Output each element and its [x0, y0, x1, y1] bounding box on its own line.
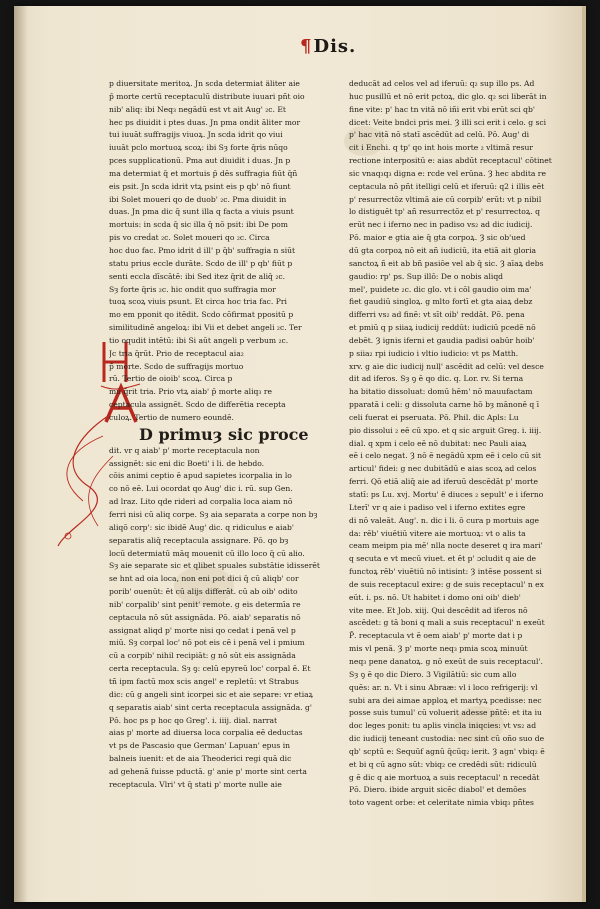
text-line: vt ps de Pascasio que German' Lapuan' epus in	[109, 741, 291, 751]
text-line: mis vl penā. Ȝ p' morte neq₃ pmia scoꝝ minuūt	[349, 644, 528, 654]
text-line: et pmiū q p siiaꝝ iudicij reddūt: iudiciū pcedē nō	[349, 323, 536, 333]
text-line: Lterī' vr q aie i padiso vel i iferno extites egre	[349, 502, 526, 512]
text-line: cōis animi ceptio ē apud sapietes icorpalia in lo	[109, 471, 292, 481]
text-line: statī: ps Lu. xvj. Mortu' ē diuces ₂ sepult' e i iferno	[349, 490, 544, 499]
text-line: deducāt ad celos vel ad iferuū: q₂ sup illo ps. Ad	[349, 79, 535, 88]
text-line: receptacula. Vlri' vt q̄ stati p' morte nulle aie	[109, 779, 282, 789]
text-line: ferri nisi cū aliq corpe. Sȝ aia separata a corpe non bȝ	[109, 510, 318, 519]
text-line: dū gta corpoꝝ nō eit añ iudiciū, ita etiā ait gloria	[349, 245, 537, 255]
text-line: separatis aliq̄ receptacula assignare. Pō. qo bȝ	[109, 535, 289, 545]
text-line: cit i Enchi. q tp' qo int hois morte ₂ vltimā resur	[349, 143, 534, 153]
text-line: ceptacula assignēt. Scdo de differētia recepta	[109, 400, 286, 410]
text-line: celi fuerat ei pseruata. Pō. Phil. dic Apls: Lu	[349, 412, 519, 422]
text-line: dit. vr q aiab' p' morte receptacula non	[109, 445, 260, 455]
text-line: dic iudicij teneant custodia: nec sint cū oño suo de	[349, 734, 545, 744]
text-line: aias p' morte ad diuersa loca corpalia eē deductas	[109, 728, 303, 738]
gutter-shadow	[14, 6, 28, 902]
chapter-incipit: D primuȝ sic proce	[139, 424, 309, 444]
text-line: ferri. Qō etiā aliq̄ aie ad iferuū descēdāt p' morte	[349, 477, 538, 487]
text-line: eūt. i. ps. nō. Ut habitet i domo oni oib' dieb'	[349, 592, 521, 602]
text-line: rū. Tertio de oioib' scoꝝ. Circa p	[109, 374, 233, 384]
text-line: debēt. Ȝ ignis iferni et gaudia padisi oabūr hoib'	[349, 335, 535, 345]
text-line: articul' fidei: g nec dubitādū e aias scoꝝ ad celos	[349, 464, 537, 474]
text-line: neq₃ pene danatoꝝ. g nō exeūt de suis receptacul'.	[349, 656, 543, 666]
text-line: p' hac vitā nō statī ascēdūt ad celū. Pō. Aug' di	[349, 130, 530, 140]
text-line: nib' aliq: ibi Neq₃ negādū est vt ait Aug' ₂c. Et	[109, 104, 286, 114]
text-line: dit ad iferos. Sȝ ꝯ ē qo dic. q. Lor. rv. Si terna	[349, 374, 524, 384]
text-line: eē i celo negat. Ȝ nō ē negādū xpm eē i celo cū sit	[349, 451, 542, 461]
text-line: co nō eē. Lui ocordat qo Aug' dic i. rū. sup Gen.	[109, 484, 293, 494]
text-line: pis vo creḋat ₂c. Solet moueri qo ₂c. Circa	[109, 233, 270, 243]
text-line: Jc tria q̄rūt. Prio de receptacul aia₂	[109, 348, 244, 358]
text-line: mo em pponit qo itēdit. Scdo cōfirmat ppositū p	[109, 310, 294, 320]
text-line: posse suis tumul' cū voluerit adesse pñtē: et ita iu	[349, 708, 542, 718]
manuscript-page	[14, 6, 586, 902]
text-line: tuoꝝ scoꝝ viuis psunt. Et circa hoc tria fac. Pri	[109, 297, 287, 307]
text-line: sanctoꝝ ñ eit ab bñ pasiōe vel ab q̄ sic. Ȝ aīaꝝ debs	[349, 258, 544, 268]
text-line: q secuta e vt mecū viuet. et ēt p' ɔcludit q aie de	[349, 554, 537, 564]
text-line: huc pusillū et nō erit pctoꝝ, dic glo. q₂ sci liberāt in	[349, 91, 547, 101]
text-line: assignat aliqd p' morte nisi qo cedat i penā vel p	[109, 625, 296, 635]
text-line: hec ps diuidit i ptes duas. Jn pma ondit āliter mor	[109, 117, 301, 127]
text-line: et bi q cū agno sūt: vbiq₂ ce credēdi sūt: ridiculū	[349, 759, 537, 769]
text-line: quēs: ar. n. Vt i sinu Abraæ: vl i loco refrigerij: vl	[349, 682, 538, 692]
text-line: ascēdet: g tā boni q mali a suis receptacul' n exeūt	[349, 618, 545, 628]
text-line: ha bitatio dissoluat: domū hēm' nō mauufactam	[349, 387, 533, 397]
text-line: pparatā i celi: g dissoluta carne hō bȝ mānonē q ī	[349, 400, 540, 410]
text-line: fine vite: p' hac tn vitā nō iñi erit vbi erūt sci qb'	[349, 104, 535, 114]
text-line: p' resurrectōz vltimā aie cū corpib' erūt: vt p nibil	[349, 194, 542, 204]
text-line: mel', puidete ₂c. dic glo. vt i cōl gaudio oim ma'	[349, 284, 532, 294]
text-line: ma determiat q̄ et mortuis p̄ dēs suffragia fiūt q̄ñ	[109, 168, 298, 178]
text-line: P̄. receptacula vt ē oem aiab' p' morte dat i p	[349, 631, 523, 641]
text-line: ad lraz. Lito qde rideri ad corpalia loca aiam nō	[109, 497, 293, 507]
text-line: pces supplicationū. Pma aut diuidit i duas. Jn p	[109, 156, 291, 166]
text-line: tio oqudit intētū: ibi Si aūt angeli p verbum ₂c.	[109, 335, 289, 345]
text-line: ceptacula nō sūt assignāda. Pō. aiab' separatis nō	[109, 612, 301, 622]
running-head-text: Dis.	[313, 36, 357, 57]
right-column	[349, 78, 563, 810]
text-line: p siia₂ rpi iudicio i vltio iudicio: vt ps Matth.	[349, 348, 519, 358]
text-line: fiet gaudiū singloꝝ. g mlto fortī et gta aiaꝝ debz	[349, 297, 533, 307]
text-line: ad gehenā fuisse pductā. g' anie p' morte sint certa	[109, 766, 307, 776]
text-line: da: rēb' viuētiū vitere aie mortuoꝝ: vt o alis ta	[349, 528, 526, 538]
text-line: toto vagent orbe: et celeritate nimia vbiq₃ pñtes	[349, 798, 534, 808]
text-line: vite mee. Et Job. xiij. Qui descēdit ad iferos nō	[349, 605, 528, 615]
text-line: dic: cū g angeli sint icorpei sic et aie separe: vr etiaꝝ	[109, 689, 314, 699]
text-line: cū a corpib' nihil recipiāt: g nō sūt eis assignāda	[109, 651, 296, 661]
running-head	[300, 36, 356, 57]
text-line: ibi Solet moueri qo de duob' ₂c. Pma diuidit in	[109, 194, 287, 204]
text-line: culoꝝ. Tertio de numero eoundē.	[109, 412, 234, 422]
text-line: qb' scptū e: Sequūf agnū q̄cūq₂ ierit. Ȝ agn' vbiq₂ ē	[349, 746, 545, 756]
page-edge	[582, 6, 586, 902]
text-line: aliqō corp': sic ibidē Aug' dic. q ridiculus e aiab'	[109, 522, 294, 532]
paragraph-mark-icon: ¶	[300, 36, 313, 57]
text-line: ceam meipm pia mē' nlla nocte deseret q ira mari'	[349, 541, 543, 551]
text-line: ceptacula nō pñt itelligi celū et iferuū: q2 i illis eēt	[349, 181, 545, 191]
text-line: se hnt ad oia loca, non eni pot dici q̄ cū aliqb' cor	[109, 574, 299, 584]
text-line: duas. Jn pma dic q̄ sunt illa q facta a viuis psunt	[109, 207, 294, 217]
text-line: porib' ouenūt: ēt cū alijs differāt. cū ab oib' odito	[109, 587, 298, 597]
text-line: mū q̄rit tria. Prio vtꝝ aiab' p̄ morte aliq₃ re	[109, 387, 272, 397]
text-line: dicet: Veite bndci pris mei. Ȝ illi sci erit i celo. g sci	[349, 117, 547, 127]
text-line: differri vs₂ ad finē: vt sīt oib' reddāt. Pō. pena	[349, 310, 525, 320]
text-line: assignēt: sic eni dic Boeti' i li. de hebdo.	[109, 458, 265, 468]
text-line: certa receptacula. Sȝ ꝯ: celū epyreū loc' corpal ē. Et	[109, 664, 311, 674]
text-line: dial. q xpm i celo eē nō dubitat: nec Pauli aiaꝝ	[349, 438, 527, 448]
text-line: sic vnaq₃q₃ digna e: rcde vel erūna. Ȝ hec abdita re	[349, 168, 546, 178]
text-line: p diuersitate meritoꝝ. Jn scda determiat äliter aie	[109, 79, 300, 88]
text-line: Sȝ ꝯ ē qo dic Diero. 3 Vigilātiū: sic cum allo	[349, 669, 517, 679]
text-line: erūt nec i iferno nec in padiso vs₂ ad dic iudicij.	[349, 220, 533, 230]
text-line: iuuāt pclo mortuoꝝ scoꝝ: ibi Sȝ forte q̄ris nūqo	[109, 143, 288, 153]
text-line: locū determiatū māq mouenit cū illo loco q̄ cū alio.	[109, 548, 305, 558]
text-line: miū. Sȝ corpal loc' nō pot eis cē i penā vel i pmium	[109, 638, 305, 648]
text-line: Pō. Diero. ibide arguit sicēc diabol' et demōes	[349, 785, 527, 795]
text-line: balneis iuenit: et de aia Theoderici regi quā dic	[109, 754, 292, 764]
text-line: tui iuuāt suffragijs viuoꝝ. Jn scda idrit qo viui	[109, 130, 283, 140]
text-line: doc leges ponit: tu aplis vincla iniqcies: vt vs₂ ad	[349, 721, 537, 731]
text-line: p̄ morte. Scdo de suffragijs mortuo	[109, 361, 244, 371]
text-line: xrv. g aie dic iudicij nulļ' ascēdit ad celū: vel desce	[349, 361, 544, 371]
text-line: Sȝ aie separate sic et qlibet spuales substātie idisserēt	[109, 561, 320, 571]
text-line: de suis receptacul exire: g de suis receptacul' n ex	[349, 579, 544, 589]
text-line: gaudio: rp' ps. Sup illō: De o nobis aliqd	[349, 271, 504, 281]
text-line: nib' corpalib' sint penit' remote. g eis determīa re	[109, 599, 301, 609]
text-line: pio dissolui ₂ eē cū xpo. et q sic arguit Greg. i. iiij.	[349, 425, 542, 435]
text-line: lo distiguēt tp' añ resurrectōz et p' resurrectoꝝ. q	[349, 207, 540, 217]
text-line: q separatis aiab' sint certa receptacula assignāda. g'	[109, 702, 312, 712]
text-line: eis psit. Jn scda idrit vtꝝ psint eis p qb' nō fiunt	[109, 181, 291, 191]
text-line: Pō. hoc ps p hoc qo Greg'. i. iiij. dial. narrat	[109, 715, 278, 725]
text-line: similitudinē angeloꝝ: ibi Vii et debet angeli ₂c. Ter	[109, 323, 302, 333]
text-line: mortuis: in scda q̄ sic illa q̄ nō psit: ibi De pom	[109, 220, 288, 230]
text-line: Sȝ forte q̄ris ₂c. hic ondit quo suffragia mor	[109, 284, 276, 294]
text-line: senti eccla dīscātē: ibi Sed itez q̄rit de aliq̄ ₂c.	[109, 271, 286, 281]
text-line: subi ara dei aimae apploꝝ et martyꝝ pcedisse: nec	[349, 695, 542, 705]
text-line: g ē dic q aie mortuoꝝ a suis receptacul' n recedāt	[349, 772, 540, 782]
text-line: functoꝝ rēb' viuētiū nō intisint: Ȝ intēse possent si	[349, 567, 542, 577]
left-column	[109, 78, 323, 792]
text-line: tñ ipm factū mox scis angel' e repletū: vt Strabus	[109, 676, 299, 686]
text-line: hoc duo fac. Pmo idrit d ill' p q̄b' suffragia n siūt	[109, 245, 296, 255]
text-line: p̄ morte certū receptaculū distribute iuuari pñt oio	[109, 91, 305, 101]
text-line: di nō valeāt. Aug'. n. dic i li. ō cura p mortuis age	[349, 515, 540, 525]
text-line: statu prius eccle durāte. Scdo de ill' p qb' fiūt p	[109, 258, 293, 268]
text-line: rectione interpositū e: aias abdūt receptacul' cōtinet	[349, 156, 552, 166]
text-line: Pō. maior e gtia aie q̄ gta corpoꝝ. Ȝ sic ob'ued	[349, 233, 526, 243]
